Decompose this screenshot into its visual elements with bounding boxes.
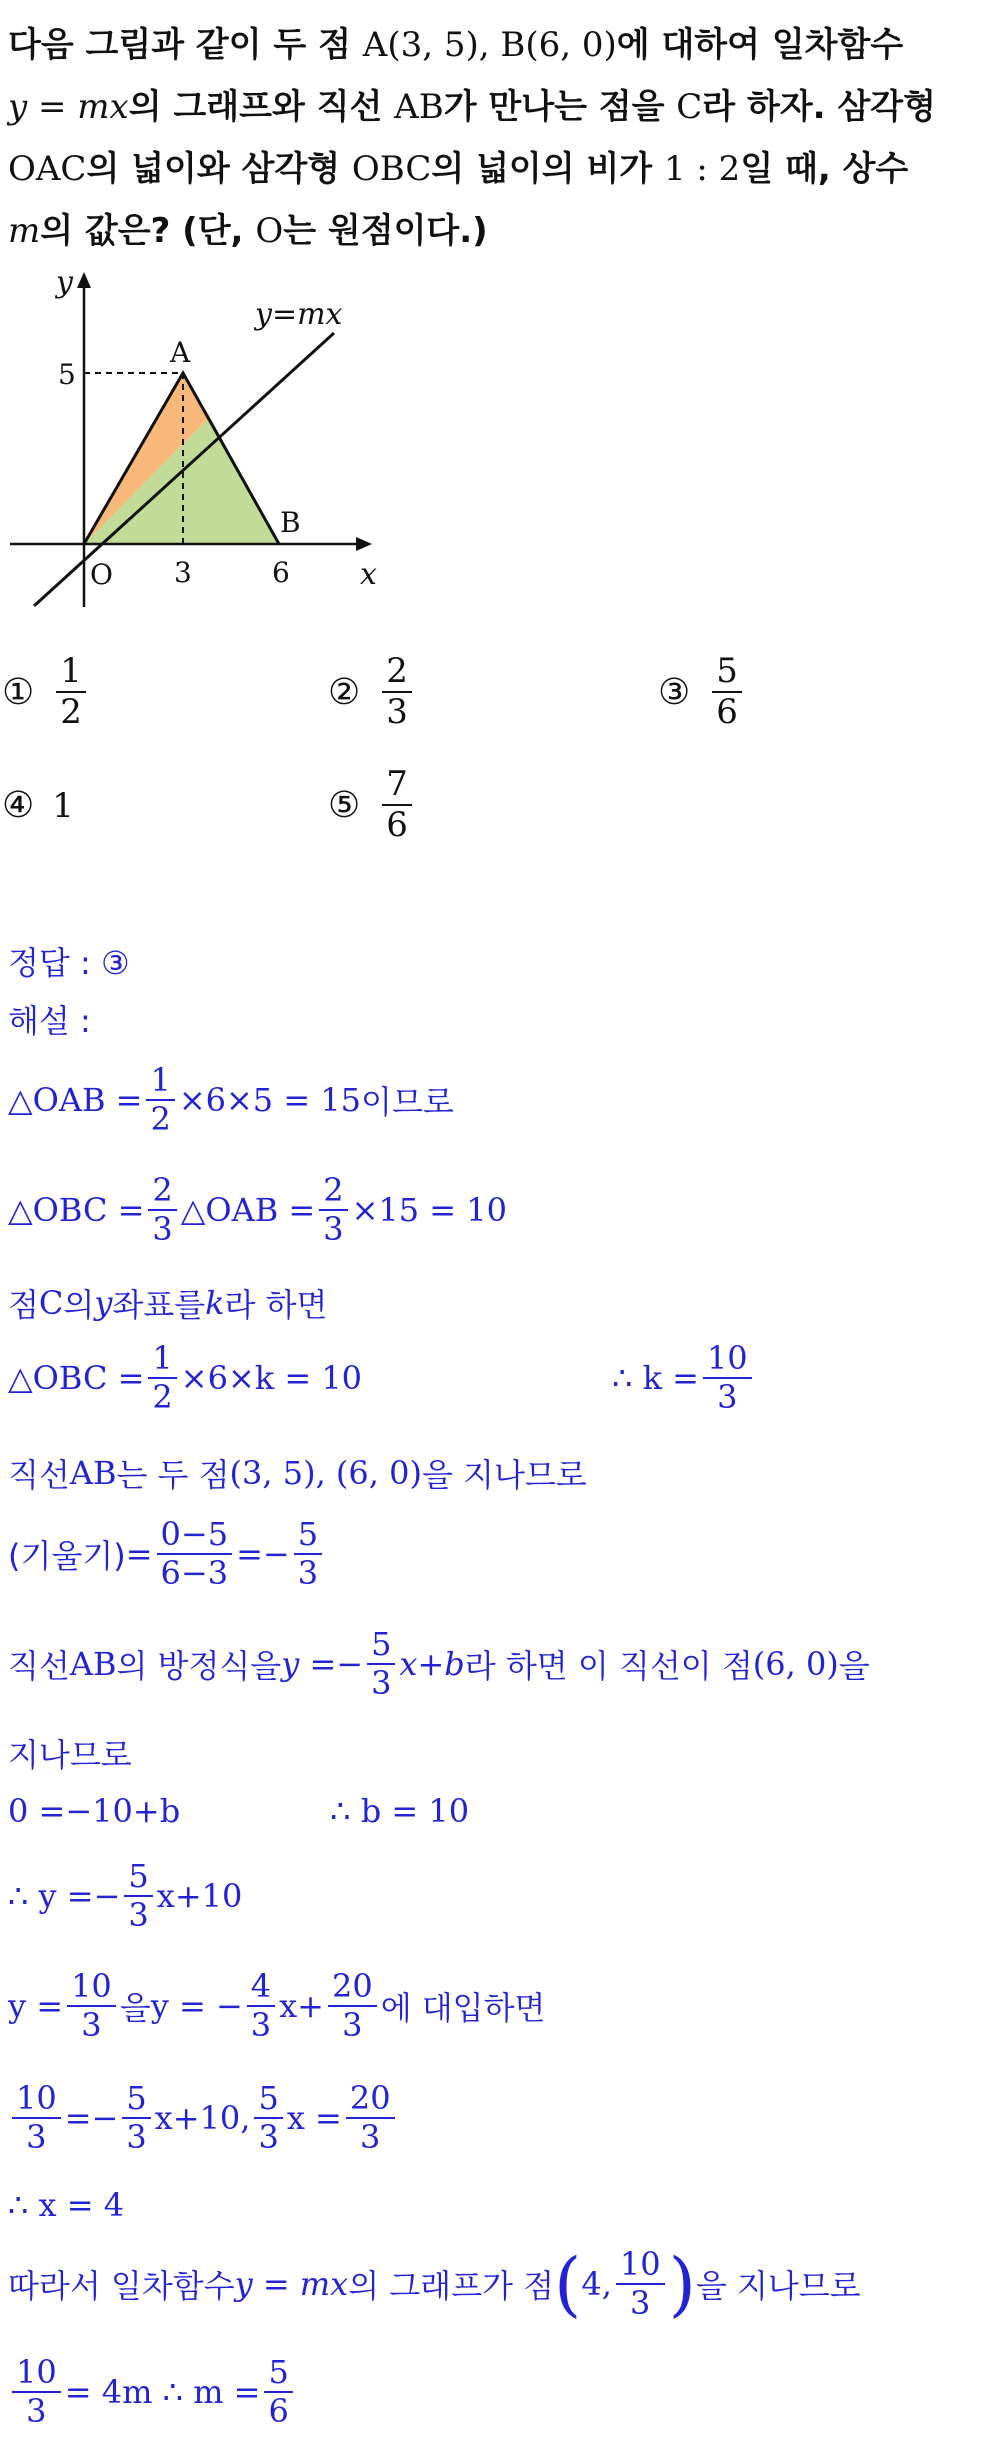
explain-label: 해설 : [8, 1002, 91, 1040]
denominator: 3 [26, 2391, 47, 2430]
math: (6, 0) [752, 1644, 839, 1683]
denominator: 6 [386, 805, 408, 846]
tick-5: 5 [58, 358, 76, 391]
math: x+ [279, 1986, 324, 2025]
numerator: 10 [619, 2245, 661, 2283]
tick-3: 3 [174, 556, 192, 589]
point-a-label: A [170, 336, 191, 369]
line-label: y=mx [255, 297, 343, 332]
tick-6: 6 [272, 556, 290, 589]
numerator: 5 [268, 2353, 289, 2391]
denominator: 3 [323, 1209, 344, 1248]
numerator: 1 [150, 1061, 171, 1099]
text: 을 지나므로 [695, 2266, 861, 2305]
numerator: 10 [16, 2353, 57, 2391]
step-1 [8, 1062, 454, 1138]
point-b-label: B [280, 506, 301, 539]
numerator: 20 [349, 2079, 391, 2117]
math: y [94, 1284, 113, 1322]
y-axis-arrow [77, 272, 91, 288]
text: 직선 [8, 1456, 70, 1494]
paren-open: ( [554, 2242, 582, 2325]
numerator: 2 [152, 1171, 173, 1209]
choice-mark: ① [2, 671, 35, 713]
denominator: 3 [250, 2005, 272, 2044]
paren-close: ) [668, 2242, 696, 2325]
text: 지나므로 [8, 1736, 132, 1774]
numerator: 10 [16, 2079, 57, 2117]
math: O [255, 211, 284, 251]
text: 다음 그림과 같이 두 점 [8, 25, 363, 65]
numerator: 0−5 [160, 1515, 229, 1553]
math: AB [394, 87, 444, 127]
denominator: 6 [716, 692, 738, 733]
text: 따라서 일차함수 [8, 2266, 235, 2305]
denominator: 3 [258, 2117, 279, 2156]
math: y = [8, 1986, 64, 2025]
math: △OAB = [180, 1190, 316, 1229]
text: 을 지나므로 [421, 1456, 587, 1494]
text: 의 값은? (단, [40, 211, 256, 251]
step-9 [8, 1792, 469, 1830]
answer-line [8, 938, 130, 984]
numerator: 7 [386, 764, 408, 804]
denominator: 3 [128, 1895, 149, 1934]
choice-2[interactable] [328, 652, 416, 732]
math: ∴ k = [612, 1358, 699, 1397]
step-5 [8, 1450, 587, 1496]
denominator: 3 [717, 1377, 738, 1416]
origin-label: O [90, 558, 113, 591]
text: 라 하면 [224, 1286, 328, 1324]
numerator: 5 [128, 1857, 149, 1895]
numerator: 2 [386, 651, 408, 691]
math: OBC [351, 149, 432, 189]
text: 에 대입하면 [380, 1988, 546, 2027]
choice-mark: ④ [2, 785, 35, 826]
math: ×15 = 10 [351, 1190, 507, 1229]
math: △OBC = [8, 1358, 145, 1397]
choice-5[interactable] [328, 765, 416, 845]
numerator: 4 [250, 1967, 272, 2005]
math: AB [69, 1644, 117, 1683]
numerator: 1 [60, 651, 82, 691]
math: A(3, 5), B(6, 0) [362, 25, 617, 65]
math: (3, 5), (6, 0) [229, 1454, 422, 1492]
math: C [676, 87, 703, 127]
text: 을 [119, 1988, 151, 2027]
step-4 [8, 1340, 756, 1416]
numerator: 2 [323, 1171, 344, 1209]
math: ×6×k = 10 [180, 1358, 363, 1397]
text: 을 [838, 1646, 870, 1685]
math: = 4m ∴ m = [64, 2372, 261, 2411]
denominator: 3 [26, 2117, 47, 2156]
math: y = mx [8, 87, 129, 127]
problem-line-3 [8, 138, 988, 200]
choice-mark: ② [328, 671, 361, 713]
math: 1 : 2 [663, 149, 741, 189]
text: 는 두 점 [116, 1456, 230, 1494]
step-3 [8, 1280, 327, 1326]
text: 일 때, 상수 [740, 149, 909, 189]
math: k [205, 1284, 225, 1322]
math: 0 =−10+b [8, 1792, 181, 1830]
math: △OAB = [8, 1080, 143, 1119]
numerator: 5 [371, 1625, 392, 1663]
math: 4, [581, 2264, 612, 2303]
step-6 [8, 1516, 326, 1592]
text: 라 하자. 삼각형 [702, 87, 936, 127]
step-8 [8, 1730, 132, 1776]
text: 의 넓이의 비가 [431, 149, 664, 189]
math: x+10 [156, 1876, 243, 1915]
text: 의 그래프가 점 [348, 2266, 555, 2305]
numerator: 5 [716, 651, 738, 691]
math: AB [69, 1454, 117, 1492]
math: ∴ b = 10 [330, 1792, 470, 1830]
problem-line-2 [8, 76, 988, 138]
math: x+b [399, 1644, 465, 1683]
numerator: 10 [71, 1967, 112, 2005]
step-2 [8, 1172, 507, 1248]
text: 점 [8, 1286, 39, 1324]
math: ∴ x = 4 [8, 2186, 125, 2224]
math: x+10, [154, 2098, 251, 2137]
text: (기울기) [8, 1536, 126, 1575]
denominator: 3 [81, 2005, 102, 2044]
math: y = mx [234, 2264, 349, 2303]
math: ×6×5 = 15 [178, 1080, 362, 1119]
denominator: 2 [60, 692, 82, 733]
step-10 [8, 1858, 242, 1934]
denominator: 3 [371, 1663, 392, 1702]
denominator: 3 [297, 1553, 319, 1592]
math: △OBC = [8, 1190, 145, 1229]
denominator: 3 [342, 2005, 363, 2044]
problem-line-4 [8, 200, 988, 262]
numerator: 1 [152, 1339, 173, 1377]
text: 라 하면 이 직선이 점 [464, 1646, 753, 1685]
explain-label-line [8, 996, 91, 1042]
text: 직선 [8, 1646, 70, 1685]
math: ∴ y =− [8, 1876, 121, 1915]
text: 이므로 [361, 1082, 454, 1121]
denominator: 6 [268, 2391, 289, 2430]
problem-line-1 [8, 14, 988, 76]
math: =− [236, 1534, 290, 1573]
numerator: 5 [258, 2079, 279, 2117]
choice-value: 1 [52, 785, 74, 826]
text: 에 대하여 일차함수 [616, 25, 904, 65]
step-13 [8, 2186, 124, 2224]
choice-4[interactable] [2, 785, 74, 826]
text: 의 방정식을 [116, 1646, 282, 1685]
denominator: 3 [152, 1209, 173, 1248]
step-14 [8, 2242, 861, 2325]
denominator: 3 [630, 2283, 651, 2322]
answer-label: 정답 : ③ [8, 944, 130, 982]
math: m [8, 211, 41, 251]
denominator: 3 [126, 2117, 147, 2156]
math: = [125, 1534, 153, 1573]
coordinate-figure [0, 262, 400, 622]
text: 가 만나는 점을 [443, 87, 677, 127]
denominator: 3 [360, 2117, 381, 2156]
problem-text [8, 14, 988, 262]
y-axis-label: y [56, 265, 73, 300]
math: x = [286, 2098, 342, 2137]
denominator: 2 [152, 1377, 173, 1416]
text: 좌표를 [112, 1286, 206, 1324]
x-axis-arrow [356, 537, 372, 551]
choice-3[interactable] [658, 652, 746, 732]
x-axis-label: x [360, 557, 377, 592]
choice-mark: ⑤ [328, 784, 361, 826]
choice-mark: ③ [658, 671, 691, 713]
denominator: 2 [150, 1099, 171, 1138]
math: y = − [150, 1986, 243, 2025]
math: y =− [281, 1644, 364, 1683]
text: 의 그래프와 직선 [128, 87, 395, 127]
text: 의 [63, 1286, 95, 1324]
step-12 [8, 2080, 399, 2156]
text: 의 넓이와 삼각형 [86, 149, 352, 189]
text: 는 원점이다.) [283, 211, 488, 251]
numerator: 5 [297, 1515, 319, 1553]
math: =− [64, 2098, 119, 2137]
denominator: 6−3 [160, 1553, 229, 1592]
numerator: 10 [706, 1339, 748, 1377]
step-15 [8, 2354, 297, 2430]
step-11 [8, 1968, 545, 2044]
math: OAC [8, 149, 87, 189]
numerator: 20 [331, 1967, 373, 2005]
numerator: 5 [126, 2079, 147, 2117]
choice-1[interactable] [2, 652, 90, 732]
math: C [38, 1284, 64, 1322]
step-7 [8, 1626, 870, 1702]
denominator: 3 [386, 692, 408, 733]
